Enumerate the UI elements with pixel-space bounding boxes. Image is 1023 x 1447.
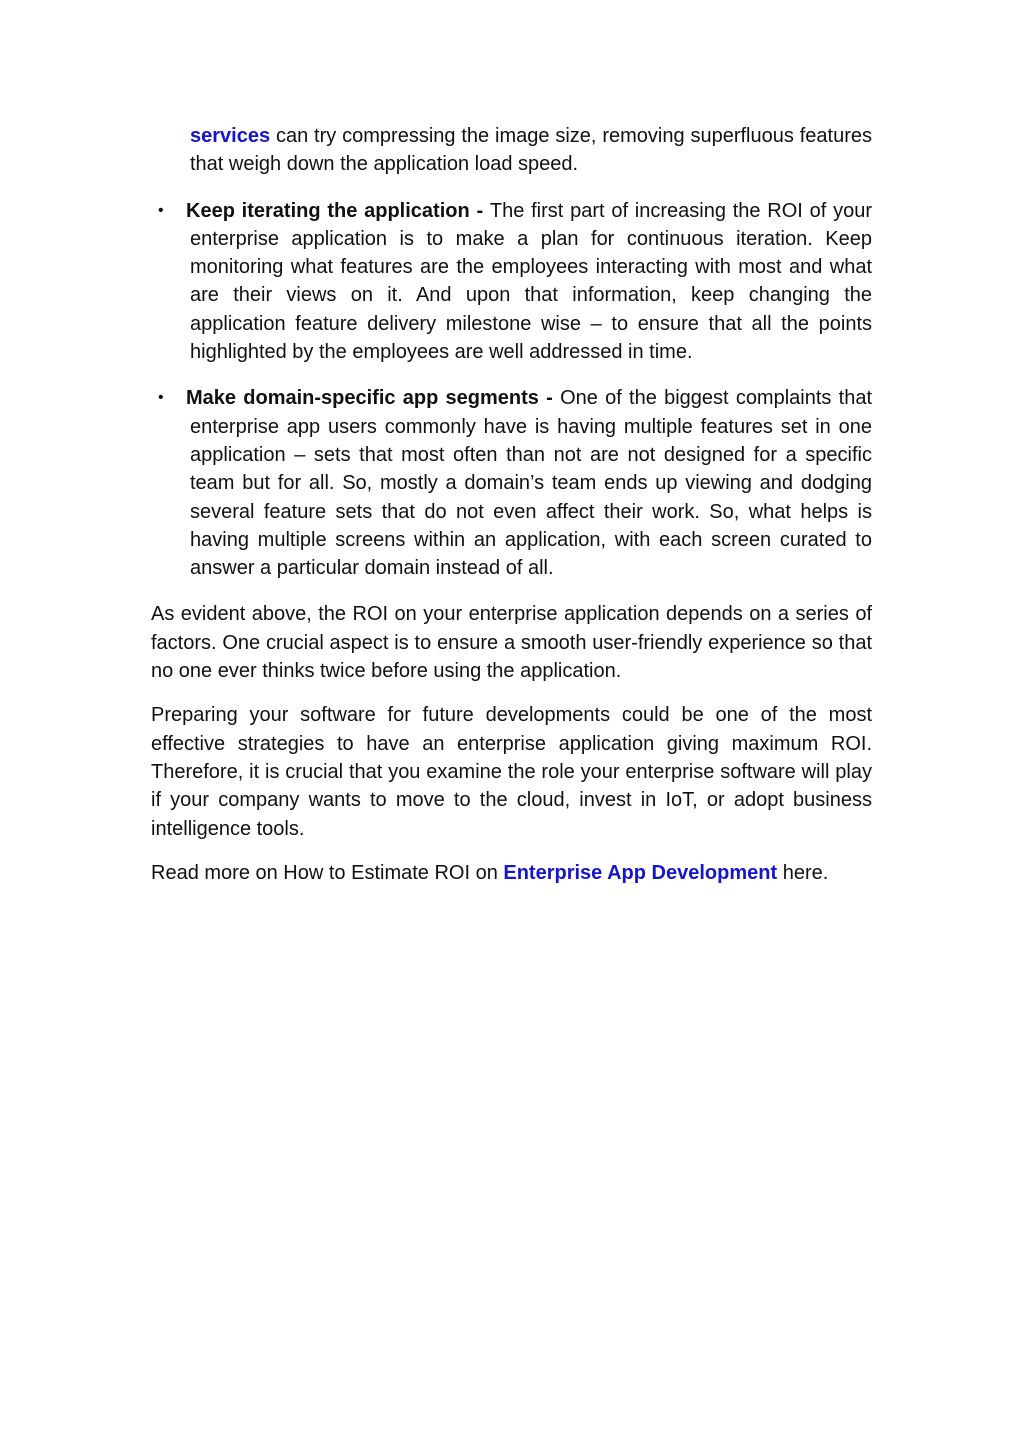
paragraph-future-developments: Preparing your software for future developments could be one of the most effective strategies to have an enterprise application giving maximum ROI. Therefore, it is crucial that you examine the role your enterprise software will play if your company wants to move to the cloud, invest in IoT, or adopt business intelligence tools.: [151, 704, 872, 840]
document-page: [151, 122, 872, 903]
services-link[interactable]: services: [190, 125, 271, 147]
bullet-heading: Keep iterating the application -: [186, 199, 490, 222]
enterprise-app-development-link[interactable]: Enterprise App Development: [503, 861, 778, 884]
bullet-text: The first part of increasing the ROI of your enterprise application is to make a plan for continuous iteration. Keep monitoring what features are the employees interacting with most and what are their views on it. And upon that information, keep changing the application feature delivery milestone wise – to ensure that all the points highlighted by the employees are well addressed in time.: [190, 199, 872, 364]
services-continuation-paragraph: [190, 122, 872, 179]
bullet-heading: Make domain-specific app segments -: [186, 387, 561, 410]
paragraph-roi-factors: As evident above, the ROI on your enterprise application depends on a series of factors. One crucial aspect is to ensure a smooth user-friendly experience so that no one ever thinks twice before using the application.: [151, 603, 872, 683]
bullet-icon: •: [158, 201, 164, 219]
services-continuation-text: can try compressing the image size, removing superfluous features that weigh down the application load speed.: [190, 125, 872, 176]
read-more-paragraph: [151, 859, 872, 887]
bullet-icon: •: [158, 389, 164, 407]
bullet-item-keep-iterating: [151, 197, 872, 367]
bullet-text: One of the biggest complaints that enterprise app users commonly have is having multiple features set in one application – sets that most often than not are not designed for a specific team but for all. So, mostly a domain’s team ends up viewing and dodging several feature sets that do not even affect their work. So, what helps is having multiple screens within an application, with each screen curated to answer a particular domain instead of all.: [190, 387, 873, 580]
read-more-suffix: here.: [777, 861, 829, 884]
read-more-prefix: Read more on How to Estimate ROI on: [151, 861, 504, 884]
bullet-item-domain-specific: [151, 384, 872, 582]
